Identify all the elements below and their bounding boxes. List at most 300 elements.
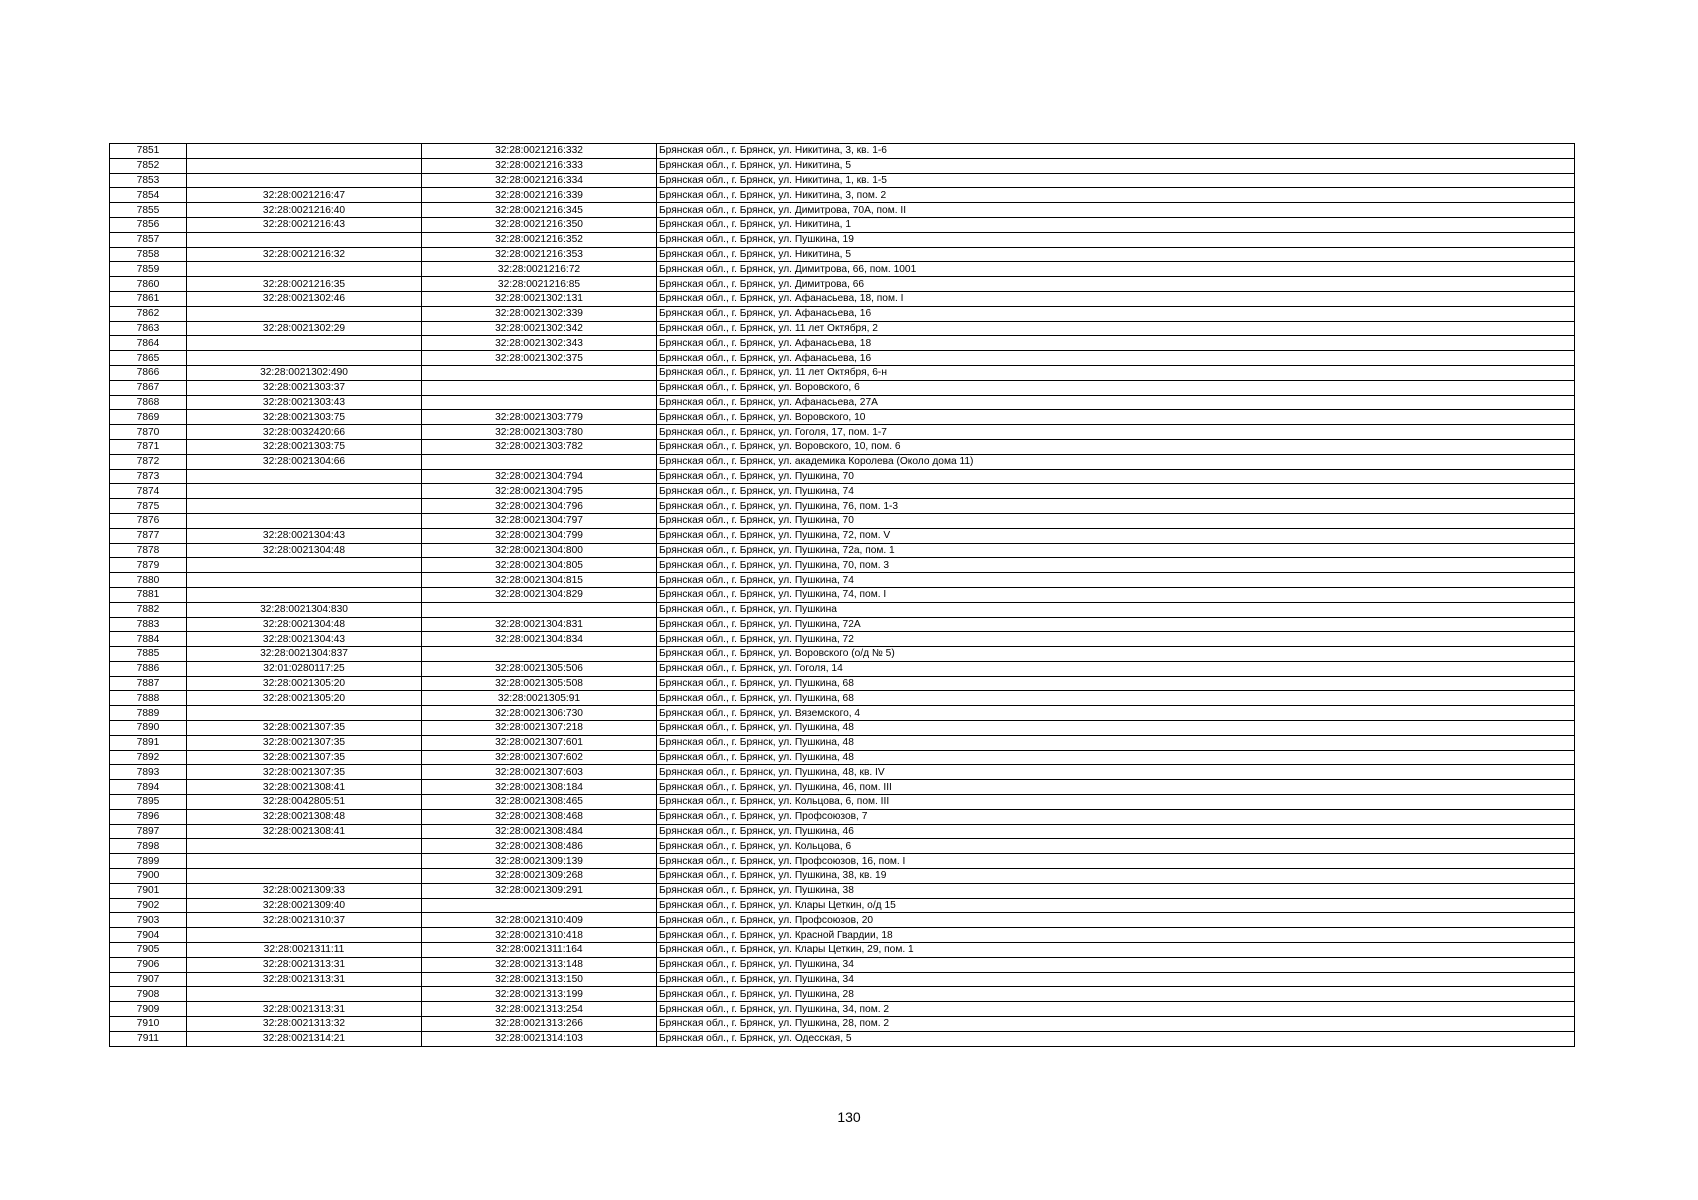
row-number-cell: 7902 xyxy=(110,898,187,913)
table-row xyxy=(110,943,1575,958)
row-number-cell: 7895 xyxy=(110,795,187,810)
object-number-cell: 32:28:0021313:254 xyxy=(422,1002,657,1017)
register-table xyxy=(109,143,1575,1047)
table-row xyxy=(110,780,1575,795)
object-number-cell: 32:28:0021308:484 xyxy=(422,824,657,839)
row-number-cell: 7909 xyxy=(110,1002,187,1017)
row-number-cell: 7879 xyxy=(110,558,187,573)
address-cell: Брянская обл., г. Брянск, ул. Профсоюзов, 7 xyxy=(657,809,1575,824)
address-cell: Брянская обл., г. Брянск, ул. Пушкина, 74, пом. I xyxy=(657,587,1575,602)
table-row xyxy=(110,735,1575,750)
table-row xyxy=(110,869,1575,884)
parcel-number-cell: 32:28:0021302:490 xyxy=(187,365,422,380)
object-number-cell: 32:28:0021308:465 xyxy=(422,795,657,810)
table-row xyxy=(110,691,1575,706)
object-number-cell: 32:28:0021304:799 xyxy=(422,528,657,543)
parcel-number-cell: 32:28:0021308:41 xyxy=(187,824,422,839)
table-row xyxy=(110,439,1575,454)
table-row xyxy=(110,957,1575,972)
parcel-number-cell: 32:28:0021216:35 xyxy=(187,277,422,292)
address-cell: Брянская обл., г. Брянск, ул. Пушкина, 48 xyxy=(657,750,1575,765)
table-row xyxy=(110,928,1575,943)
row-number-cell: 7899 xyxy=(110,854,187,869)
object-number-cell: 32:28:0021304:805 xyxy=(422,558,657,573)
address-cell: Брянская обл., г. Брянск, ул. Пушкина, 34, пом. 2 xyxy=(657,1002,1575,1017)
table-row xyxy=(110,883,1575,898)
table-row xyxy=(110,987,1575,1002)
table-row xyxy=(110,144,1575,159)
parcel-number-cell xyxy=(187,306,422,321)
parcel-number-cell: 32:01:0280117:25 xyxy=(187,661,422,676)
table-row xyxy=(110,395,1575,410)
parcel-number-cell: 32:28:0021309:40 xyxy=(187,898,422,913)
address-cell: Брянская обл., г. Брянск, ул. Пушкина, 19 xyxy=(657,232,1575,247)
address-cell: Брянская обл., г. Брянск, ул. Пушкина, 76, пом. 1-3 xyxy=(657,499,1575,514)
address-cell: Брянская обл., г. Брянск, ул. Воровского (о/д № 5) xyxy=(657,647,1575,662)
table-row xyxy=(110,661,1575,676)
table-row xyxy=(110,365,1575,380)
address-cell: Брянская обл., г. Брянск, ул. Пушкина, 72, пом. V xyxy=(657,528,1575,543)
table-row xyxy=(110,484,1575,499)
address-cell: Брянская обл., г. Брянск, ул. 11 лет Октября, 2 xyxy=(657,321,1575,336)
parcel-number-cell: 32:28:0021313:32 xyxy=(187,1017,422,1032)
object-number-cell: 32:28:0021304:815 xyxy=(422,573,657,588)
object-number-cell: 32:28:0021311:164 xyxy=(422,943,657,958)
object-number-cell: 32:28:0021304:795 xyxy=(422,484,657,499)
table-row xyxy=(110,262,1575,277)
table-row xyxy=(110,824,1575,839)
object-number-cell: 32:28:0021313:150 xyxy=(422,972,657,987)
address-cell: Брянская обл., г. Брянск, ул. Никитина, 1 xyxy=(657,217,1575,232)
object-number-cell: 32:28:0021304:831 xyxy=(422,617,657,632)
object-number-cell: 32:28:0021216:345 xyxy=(422,203,657,218)
row-number-cell: 7863 xyxy=(110,321,187,336)
address-cell: Брянская обл., г. Брянск, ул. Димитрова, 66 xyxy=(657,277,1575,292)
parcel-number-cell: 32:28:0021304:48 xyxy=(187,617,422,632)
object-number-cell: 32:28:0021305:91 xyxy=(422,691,657,706)
address-cell: Брянская обл., г. Брянск, ул. Никитина, 3, кв. 1-6 xyxy=(657,144,1575,159)
object-number-cell xyxy=(422,395,657,410)
address-cell: Брянская обл., г. Брянск, ул. Одесская, 5 xyxy=(657,1031,1575,1046)
object-number-cell: 32:28:0021313:148 xyxy=(422,957,657,972)
address-cell: Брянская обл., г. Брянск, ул. Пушкина, 48 xyxy=(657,721,1575,736)
table-row xyxy=(110,898,1575,913)
table-row xyxy=(110,854,1575,869)
address-cell: Брянская обл., г. Брянск, ул. Пушкина, 34 xyxy=(657,972,1575,987)
address-cell: Брянская обл., г. Брянск, ул. Пушкина, 72А xyxy=(657,617,1575,632)
row-number-cell: 7884 xyxy=(110,632,187,647)
parcel-number-cell: 32:28:0021308:41 xyxy=(187,780,422,795)
object-number-cell: 32:28:0021302:131 xyxy=(422,291,657,306)
row-number-cell: 7856 xyxy=(110,217,187,232)
table-row xyxy=(110,839,1575,854)
table-row xyxy=(110,499,1575,514)
row-number-cell: 7881 xyxy=(110,587,187,602)
parcel-number-cell: 32:28:0021304:837 xyxy=(187,647,422,662)
parcel-number-cell xyxy=(187,928,422,943)
table-row xyxy=(110,573,1575,588)
table-row xyxy=(110,1031,1575,1046)
row-number-cell: 7906 xyxy=(110,957,187,972)
row-number-cell: 7876 xyxy=(110,513,187,528)
address-cell: Брянская обл., г. Брянск, ул. Никитина, 5 xyxy=(657,247,1575,262)
row-number-cell: 7892 xyxy=(110,750,187,765)
object-number-cell xyxy=(422,647,657,662)
row-number-cell: 7867 xyxy=(110,380,187,395)
address-cell: Брянская обл., г. Брянск, ул. Пушкина, 38 xyxy=(657,883,1575,898)
table-row xyxy=(110,306,1575,321)
parcel-number-cell: 32:28:0021304:43 xyxy=(187,632,422,647)
parcel-number-cell xyxy=(187,869,422,884)
table-row xyxy=(110,247,1575,262)
parcel-number-cell: 32:28:0021216:43 xyxy=(187,217,422,232)
parcel-number-cell: 32:28:0021304:43 xyxy=(187,528,422,543)
address-cell: Брянская обл., г. Брянск, ул. Профсоюзов, 20 xyxy=(657,913,1575,928)
table-row xyxy=(110,158,1575,173)
address-cell: Брянская обл., г. Брянск, ул. Воровского, 10, пом. 6 xyxy=(657,439,1575,454)
row-number-cell: 7897 xyxy=(110,824,187,839)
address-cell: Брянская обл., г. Брянск, ул. Пушкина, 28 xyxy=(657,987,1575,1002)
row-number-cell: 7851 xyxy=(110,144,187,159)
object-number-cell: 32:28:0021309:268 xyxy=(422,869,657,884)
parcel-number-cell: 32:28:0021307:35 xyxy=(187,735,422,750)
parcel-number-cell xyxy=(187,158,422,173)
row-number-cell: 7869 xyxy=(110,410,187,425)
address-cell: Брянская обл., г. Брянск, ул. Пушкина, 74 xyxy=(657,484,1575,499)
address-cell: Брянская обл., г. Брянск, ул. Никитина, 1, кв. 1-5 xyxy=(657,173,1575,188)
parcel-number-cell xyxy=(187,336,422,351)
address-cell: Брянская обл., г. Брянск, ул. Клары Цеткин, 29, пом. 1 xyxy=(657,943,1575,958)
parcel-number-cell xyxy=(187,587,422,602)
parcel-number-cell xyxy=(187,706,422,721)
row-number-cell: 7885 xyxy=(110,647,187,662)
object-number-cell: 32:28:0021216:353 xyxy=(422,247,657,262)
table-row xyxy=(110,706,1575,721)
address-cell: Брянская обл., г. Брянск, ул. Гоголя, 17, пом. 1-7 xyxy=(657,425,1575,440)
row-number-cell: 7864 xyxy=(110,336,187,351)
parcel-number-cell xyxy=(187,144,422,159)
parcel-number-cell xyxy=(187,469,422,484)
address-cell: Брянская обл., г. Брянск, ул. Гоголя, 14 xyxy=(657,661,1575,676)
table-row xyxy=(110,1017,1575,1032)
row-number-cell: 7903 xyxy=(110,913,187,928)
row-number-cell: 7852 xyxy=(110,158,187,173)
address-cell: Брянская обл., г. Брянск, ул. Афанасьева, 18 xyxy=(657,336,1575,351)
table-row xyxy=(110,232,1575,247)
parcel-number-cell: 32:28:0021309:33 xyxy=(187,883,422,898)
parcel-number-cell: 32:28:0021305:20 xyxy=(187,676,422,691)
parcel-number-cell xyxy=(187,232,422,247)
parcel-number-cell xyxy=(187,484,422,499)
row-number-cell: 7904 xyxy=(110,928,187,943)
address-cell: Брянская обл., г. Брянск, ул. Красной Гвардии, 18 xyxy=(657,928,1575,943)
parcel-number-cell: 32:28:0021308:48 xyxy=(187,809,422,824)
table-row xyxy=(110,380,1575,395)
parcel-number-cell xyxy=(187,558,422,573)
object-number-cell: 32:28:0021303:782 xyxy=(422,439,657,454)
table-row xyxy=(110,587,1575,602)
address-cell: Брянская обл., г. Брянск, ул. Пушкина, 70 xyxy=(657,469,1575,484)
object-number-cell: 32:28:0021216:332 xyxy=(422,144,657,159)
row-number-cell: 7860 xyxy=(110,277,187,292)
address-cell: Брянская обл., г. Брянск, ул. Димитрова, 66, пом. 1001 xyxy=(657,262,1575,277)
parcel-number-cell: 32:28:0021310:37 xyxy=(187,913,422,928)
row-number-cell: 7887 xyxy=(110,676,187,691)
row-number-cell: 7868 xyxy=(110,395,187,410)
address-cell: Брянская обл., г. Брянск, ул. Пушкина, 48, кв. IV xyxy=(657,765,1575,780)
parcel-number-cell xyxy=(187,573,422,588)
row-number-cell: 7862 xyxy=(110,306,187,321)
parcel-number-cell xyxy=(187,987,422,1002)
object-number-cell: 32:28:0021304:794 xyxy=(422,469,657,484)
address-cell: Брянская обл., г. Брянск, ул. Пушкина, 68 xyxy=(657,676,1575,691)
object-number-cell: 32:28:0021304:800 xyxy=(422,543,657,558)
page-number: 130 xyxy=(837,1109,861,1125)
object-number-cell: 32:28:0021216:334 xyxy=(422,173,657,188)
row-number-cell: 7905 xyxy=(110,943,187,958)
address-cell: Брянская обл., г. Брянск, ул. Пушкина, 70 xyxy=(657,513,1575,528)
address-cell: Брянская обл., г. Брянск, ул. Пушкина, 46 xyxy=(657,824,1575,839)
row-number-cell: 7889 xyxy=(110,706,187,721)
address-cell: Брянская обл., г. Брянск, ул. Афанасьева, 16 xyxy=(657,306,1575,321)
row-number-cell: 7854 xyxy=(110,188,187,203)
address-cell: Брянская обл., г. Брянск, ул. Пушкина, 28, пом. 2 xyxy=(657,1017,1575,1032)
address-cell: Брянская обл., г. Брянск, ул. Никитина, 3, пом. 2 xyxy=(657,188,1575,203)
table-row xyxy=(110,173,1575,188)
parcel-number-cell: 32:28:0021311:11 xyxy=(187,943,422,958)
parcel-number-cell: 32:28:0021303:75 xyxy=(187,410,422,425)
row-number-cell: 7858 xyxy=(110,247,187,262)
parcel-number-cell: 32:28:0021307:35 xyxy=(187,721,422,736)
table-row xyxy=(110,336,1575,351)
table-row xyxy=(110,291,1575,306)
object-number-cell: 32:28:0021308:468 xyxy=(422,809,657,824)
object-number-cell: 32:28:0021216:339 xyxy=(422,188,657,203)
row-number-cell: 7853 xyxy=(110,173,187,188)
parcel-number-cell: 32:28:0021303:37 xyxy=(187,380,422,395)
object-number-cell: 32:28:0021304:834 xyxy=(422,632,657,647)
register-table-body xyxy=(110,144,1575,1047)
table-row xyxy=(110,469,1575,484)
object-number-cell: 32:28:0021304:796 xyxy=(422,499,657,514)
object-number-cell xyxy=(422,380,657,395)
table-row xyxy=(110,277,1575,292)
object-number-cell: 32:28:0021304:829 xyxy=(422,587,657,602)
object-number-cell: 32:28:0021314:103 xyxy=(422,1031,657,1046)
address-cell: Брянская обл., г. Брянск, ул. Афанасьева, 18, пом. I xyxy=(657,291,1575,306)
object-number-cell: 32:28:0021307:601 xyxy=(422,735,657,750)
table-row xyxy=(110,647,1575,662)
row-number-cell: 7870 xyxy=(110,425,187,440)
table-row xyxy=(110,558,1575,573)
address-cell: Брянская обл., г. Брянск, ул. Кольцова, 6 xyxy=(657,839,1575,854)
table-row xyxy=(110,454,1575,469)
object-number-cell: 32:28:0021307:603 xyxy=(422,765,657,780)
object-number-cell xyxy=(422,454,657,469)
row-number-cell: 7877 xyxy=(110,528,187,543)
parcel-number-cell: 32:28:0021314:21 xyxy=(187,1031,422,1046)
table-row xyxy=(110,321,1575,336)
table-row xyxy=(110,913,1575,928)
table-row xyxy=(110,972,1575,987)
table-row xyxy=(110,410,1575,425)
row-number-cell: 7855 xyxy=(110,203,187,218)
address-cell: Брянская обл., г. Брянск, ул. Пушкина xyxy=(657,602,1575,617)
parcel-number-cell xyxy=(187,262,422,277)
table-row xyxy=(110,676,1575,691)
object-number-cell: 32:28:0021216:333 xyxy=(422,158,657,173)
row-number-cell: 7901 xyxy=(110,883,187,898)
table-row xyxy=(110,750,1575,765)
row-number-cell: 7857 xyxy=(110,232,187,247)
object-number-cell: 32:28:0021304:797 xyxy=(422,513,657,528)
row-number-cell: 7886 xyxy=(110,661,187,676)
address-cell: Брянская обл., г. Брянск, ул. Кольцова, 6, пом. III xyxy=(657,795,1575,810)
object-number-cell: 32:28:0021302:375 xyxy=(422,351,657,366)
parcel-number-cell: 32:28:0021307:35 xyxy=(187,765,422,780)
row-number-cell: 7865 xyxy=(110,351,187,366)
object-number-cell: 32:28:0021302:339 xyxy=(422,306,657,321)
object-number-cell: 32:28:0021216:85 xyxy=(422,277,657,292)
table-row xyxy=(110,795,1575,810)
parcel-number-cell: 32:28:0042805:51 xyxy=(187,795,422,810)
row-number-cell: 7894 xyxy=(110,780,187,795)
address-cell: Брянская обл., г. Брянск, ул. Афанасьева, 16 xyxy=(657,351,1575,366)
address-cell: Брянская обл., г. Брянск, ул. Пушкина, 74 xyxy=(657,573,1575,588)
parcel-number-cell: 32:28:0021304:66 xyxy=(187,454,422,469)
row-number-cell: 7911 xyxy=(110,1031,187,1046)
object-number-cell: 32:28:0021306:730 xyxy=(422,706,657,721)
parcel-number-cell: 32:28:0021302:46 xyxy=(187,291,422,306)
row-number-cell: 7893 xyxy=(110,765,187,780)
row-number-cell: 7871 xyxy=(110,439,187,454)
row-number-cell: 7896 xyxy=(110,809,187,824)
address-cell: Брянская обл., г. Брянск, ул. Афанасьева, 27А xyxy=(657,395,1575,410)
parcel-number-cell xyxy=(187,173,422,188)
table-row xyxy=(110,203,1575,218)
object-number-cell: 32:28:0021303:780 xyxy=(422,425,657,440)
object-number-cell: 32:28:0021216:350 xyxy=(422,217,657,232)
parcel-number-cell: 32:28:0021304:48 xyxy=(187,543,422,558)
object-number-cell: 32:28:0021310:409 xyxy=(422,913,657,928)
address-cell: Брянская обл., г. Брянск, ул. Пушкина, 68 xyxy=(657,691,1575,706)
address-cell: Брянская обл., г. Брянск, ул. Вяземского, 4 xyxy=(657,706,1575,721)
parcel-number-cell: 32:28:0021305:20 xyxy=(187,691,422,706)
table-row xyxy=(110,602,1575,617)
table-row xyxy=(110,809,1575,824)
table-row xyxy=(110,617,1575,632)
object-number-cell: 32:28:0021307:602 xyxy=(422,750,657,765)
parcel-number-cell: 32:28:0021302:29 xyxy=(187,321,422,336)
object-number-cell: 32:28:0021305:506 xyxy=(422,661,657,676)
object-number-cell: 32:28:0021216:72 xyxy=(422,262,657,277)
row-number-cell: 7875 xyxy=(110,499,187,514)
table-row xyxy=(110,1002,1575,1017)
object-number-cell: 32:28:0021302:342 xyxy=(422,321,657,336)
object-number-cell: 32:28:0021303:779 xyxy=(422,410,657,425)
parcel-number-cell: 32:28:0021304:830 xyxy=(187,602,422,617)
object-number-cell: 32:28:0021302:343 xyxy=(422,336,657,351)
object-number-cell xyxy=(422,898,657,913)
row-number-cell: 7878 xyxy=(110,543,187,558)
address-cell: Брянская обл., г. Брянск, ул. Димитрова, 70А, пом. II xyxy=(657,203,1575,218)
table-row xyxy=(110,632,1575,647)
object-number-cell: 32:28:0021308:486 xyxy=(422,839,657,854)
row-number-cell: 7908 xyxy=(110,987,187,1002)
address-cell: Брянская обл., г. Брянск, ул. Воровского, 6 xyxy=(657,380,1575,395)
parcel-number-cell: 32:28:0021313:31 xyxy=(187,972,422,987)
address-cell: Брянская обл., г. Брянск, ул. Пушкина, 38, кв. 19 xyxy=(657,869,1575,884)
address-cell: Брянская обл., г. Брянск, ул. Пушкина, 46, пом. III xyxy=(657,780,1575,795)
parcel-number-cell xyxy=(187,513,422,528)
row-number-cell: 7891 xyxy=(110,735,187,750)
row-number-cell: 7882 xyxy=(110,602,187,617)
table-row xyxy=(110,188,1575,203)
parcel-number-cell: 32:28:0032420:66 xyxy=(187,425,422,440)
row-number-cell: 7872 xyxy=(110,454,187,469)
address-cell: Брянская обл., г. Брянск, ул. Никитина, 5 xyxy=(657,158,1575,173)
table-row xyxy=(110,513,1575,528)
row-number-cell: 7883 xyxy=(110,617,187,632)
address-cell: Брянская обл., г. Брянск, ул. Пушкина, 34 xyxy=(657,957,1575,972)
address-cell: Брянская обл., г. Брянск, ул. Воровского, 10 xyxy=(657,410,1575,425)
parcel-number-cell: 32:28:0021216:47 xyxy=(187,188,422,203)
row-number-cell: 7900 xyxy=(110,869,187,884)
object-number-cell: 32:28:0021305:508 xyxy=(422,676,657,691)
parcel-number-cell: 32:28:0021303:43 xyxy=(187,395,422,410)
parcel-number-cell: 32:28:0021216:40 xyxy=(187,203,422,218)
address-cell: Брянская обл., г. Брянск, ул. Пушкина, 48 xyxy=(657,735,1575,750)
row-number-cell: 7861 xyxy=(110,291,187,306)
row-number-cell: 7907 xyxy=(110,972,187,987)
parcel-number-cell: 32:28:0021307:35 xyxy=(187,750,422,765)
parcel-number-cell xyxy=(187,351,422,366)
object-number-cell: 32:28:0021308:184 xyxy=(422,780,657,795)
address-cell: Брянская обл., г. Брянск, ул. Пушкина, 72 xyxy=(657,632,1575,647)
object-number-cell: 32:28:0021309:291 xyxy=(422,883,657,898)
object-number-cell: 32:28:0021313:266 xyxy=(422,1017,657,1032)
table-row xyxy=(110,765,1575,780)
address-cell: Брянская обл., г. Брянск, ул. Пушкина, 70, пом. 3 xyxy=(657,558,1575,573)
address-cell: Брянская обл., г. Брянск, ул. Пушкина, 72а, пом. 1 xyxy=(657,543,1575,558)
object-number-cell: 32:28:0021307:218 xyxy=(422,721,657,736)
address-cell: Брянская обл., г. Брянск, ул. Профсоюзов, 16, пом. I xyxy=(657,854,1575,869)
row-number-cell: 7888 xyxy=(110,691,187,706)
row-number-cell: 7866 xyxy=(110,365,187,380)
address-cell: Брянская обл., г. Брянск, ул. академика Королева (Около дома 11) xyxy=(657,454,1575,469)
parcel-number-cell: 32:28:0021313:31 xyxy=(187,1002,422,1017)
parcel-number-cell xyxy=(187,854,422,869)
address-cell: Брянская обл., г. Брянск, ул. 11 лет Октября, 6-н xyxy=(657,365,1575,380)
row-number-cell: 7880 xyxy=(110,573,187,588)
table-row xyxy=(110,528,1575,543)
row-number-cell: 7859 xyxy=(110,262,187,277)
parcel-number-cell: 32:28:0021313:31 xyxy=(187,957,422,972)
table-row xyxy=(110,543,1575,558)
object-number-cell xyxy=(422,602,657,617)
object-number-cell: 32:28:0021313:199 xyxy=(422,987,657,1002)
object-number-cell: 32:28:0021309:139 xyxy=(422,854,657,869)
row-number-cell: 7873 xyxy=(110,469,187,484)
table-row xyxy=(110,721,1575,736)
row-number-cell: 7910 xyxy=(110,1017,187,1032)
object-number-cell: 32:28:0021216:352 xyxy=(422,232,657,247)
address-cell: Брянская обл., г. Брянск, ул. Клары Цеткин, о/д 15 xyxy=(657,898,1575,913)
table-row xyxy=(110,217,1575,232)
parcel-number-cell: 32:28:0021303:75 xyxy=(187,439,422,454)
parcel-number-cell: 32:28:0021216:32 xyxy=(187,247,422,262)
object-number-cell: 32:28:0021310:418 xyxy=(422,928,657,943)
